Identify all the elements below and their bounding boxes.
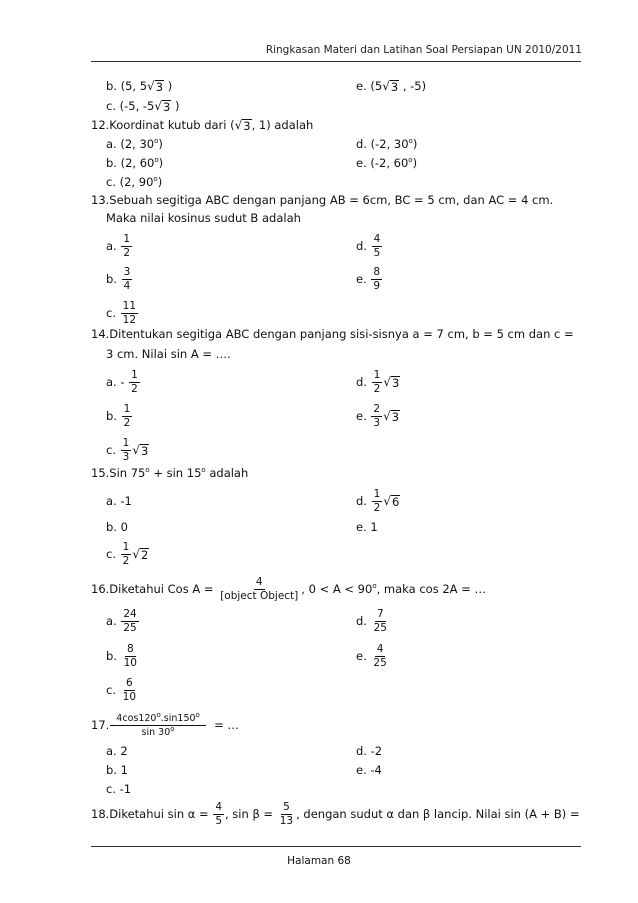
q12-option-d: d. (-2, 30$^o$) <box>356 137 418 151</box>
q12-option-b: b. (2, 60$^o$) <box>106 156 164 170</box>
q15-option-d: d. $\frac{1}{2}$ √ 6 <box>356 488 400 514</box>
q12-question: 12.Koordinat kutub dari ( √ 3 , 1) adalah <box>91 118 314 133</box>
header-rule <box>91 61 581 62</box>
q17-option-c: c. -1 <box>106 782 132 796</box>
q13-question-line2: Maka nilai kosinus sudut B adalah <box>106 211 301 225</box>
q13-option-a: a. $\frac{1}{2}$ <box>106 233 131 259</box>
q17-option-a: a. 2 <box>106 744 128 758</box>
q12-option-e: e. (-2, 60$^o$) <box>356 156 418 170</box>
q16-option-b: b. $\frac{8}{10}$ <box>106 643 137 669</box>
q16-option-c: c. $\frac{6}{10}$ <box>106 677 137 703</box>
q16-option-e: e. $\frac{4}{25}$ <box>356 643 387 669</box>
q14-option-e: e. $\frac{2}{3}$ √ 3 <box>356 403 400 429</box>
q14-option-a: a. - $\frac{1}{2}$ <box>106 369 138 395</box>
q14-question-line1: 14.Ditentukan segitiga ABC dengan panjang sisi-sisnya a = 7 cm, b = 5 cm dan c = <box>91 327 574 341</box>
q15-option-c: c. $\frac{1}{2}$ √ 2 <box>106 541 149 567</box>
q16-question: 16.Diketahui Cos A = $\frac{4}{\text{[object Object]}}$ , $0 < A < 90^o$, maka cos 2A = … <box>91 576 486 602</box>
q13-option-d: d. $\frac{4}{5}$ <box>356 233 381 259</box>
q17-option-e: e. -4 <box>356 763 382 777</box>
q18-question: 18.Diketahui sin α = $\frac{4}{5}$ , sin β = $\frac{5}{13}$ , dengan sudut α dan β lancip. Nilai sin (A + B) = <box>91 801 580 827</box>
page-footer: Halaman 68 <box>287 855 351 867</box>
q14-option-c: c. $\frac{1}{3}$ √ 3 <box>106 437 149 463</box>
q12-option-a: a. (2, 30$^o$) <box>106 137 163 151</box>
q13-option-b: b. $\frac{3}{4}$ <box>106 266 131 292</box>
q15-option-a: a. -1 <box>106 494 132 508</box>
q15-option-b: b. 0 <box>106 520 128 534</box>
q15-question: 15.Sin $75^o + \sin 15^o$ adalah <box>91 466 249 480</box>
q11-option-c: c. (-5, -5 √ 3 ) <box>106 99 180 114</box>
q16-option-a: a. $\frac{24}{25}$ <box>106 608 137 634</box>
q17-question: 17. $\frac{4\cos 120^o.\sin 150^o}{\sin 30^o}$ = … <box>91 710 239 738</box>
q11-option-e: e. (5 √ 3 , -5) <box>356 79 427 94</box>
footer-rule <box>91 846 581 847</box>
q13-option-e: e. $\frac{8}{9}$ <box>356 266 381 292</box>
q14-option-b: b. $\frac{1}{2}$ <box>106 403 131 429</box>
q12-option-c: c. (2, 90$^o$) <box>106 175 163 189</box>
q14-option-d: d. $\frac{1}{2}$ √ 3 <box>356 369 400 395</box>
q14-question-line2: 3 cm. Nilai sin A = …. <box>106 347 231 361</box>
q13-option-c: c. $\frac{11}{12}$ <box>106 300 137 326</box>
q16-option-d: d. $\frac{7}{25}$ <box>356 608 387 634</box>
q15-option-e: e. 1 <box>356 520 378 534</box>
q11-option-b: b. (5, 5 √ 3 ) <box>106 79 173 94</box>
q13-question-line1: 13.Sebuah segitiga ABC dengan panjang AB = 6cm, BC = 5 cm, dan AC = 4 cm. <box>91 193 554 207</box>
page-header: Ringkasan Materi dan Latihan Soal Persiapan UN 2010/2011 <box>265 44 582 56</box>
q17-option-b: b. 1 <box>106 763 128 777</box>
q17-option-d: d. -2 <box>356 744 383 758</box>
